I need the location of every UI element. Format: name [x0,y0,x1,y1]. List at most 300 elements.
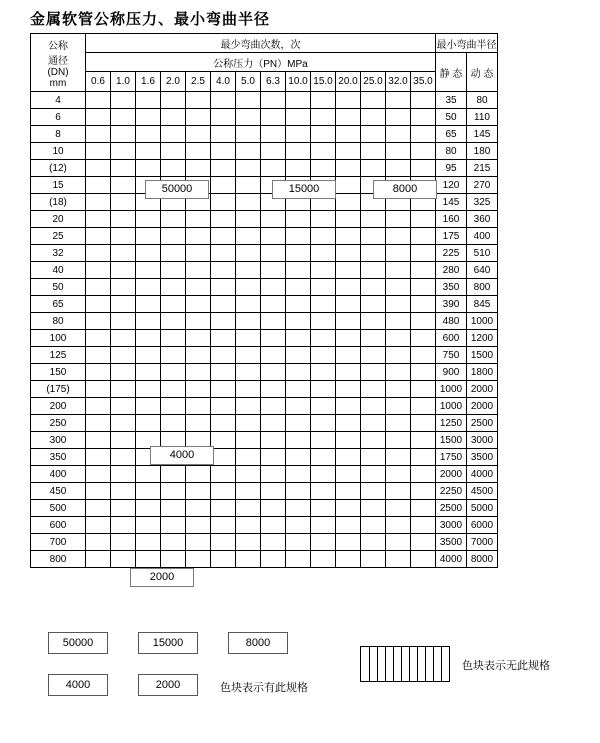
row-dn: 600 [31,517,86,534]
matrix-cell [411,92,436,109]
matrix-cell [336,381,361,398]
header-dn-line-1: 公称 [48,40,68,52]
matrix-cell [286,500,311,517]
matrix-cell [336,279,361,296]
matrix-cell [136,160,161,177]
matrix-cell [261,398,286,415]
matrix-cell [336,364,361,381]
matrix-cell [111,466,136,483]
matrix-cell [311,92,336,109]
matrix-cell [86,517,111,534]
pressure-col-header: 1.0 [111,72,136,92]
pressure-col-header: 6.3 [261,72,286,92]
legend-item-2000: 2000 [138,674,198,696]
matrix-cell [411,449,436,466]
dynamic-radius: 4500 [467,483,498,500]
matrix-cell [186,126,211,143]
matrix-cell [111,364,136,381]
table-row [31,109,498,126]
matrix-cell [286,449,311,466]
matrix-cell [261,381,286,398]
table-row [31,126,498,143]
dynamic-radius: 1000 [467,313,498,330]
dynamic-radius: 6000 [467,517,498,534]
matrix-cell [236,228,261,245]
header-dn-cell [31,34,86,92]
matrix-cell [86,160,111,177]
static-radius: 750 [436,347,467,364]
static-radius: 900 [436,364,467,381]
matrix-cell [136,143,161,160]
matrix-cell [161,398,186,415]
matrix-cell [411,296,436,313]
matrix-cell [211,381,236,398]
table-row [31,279,498,296]
row-dn: 125 [31,347,86,364]
matrix-cell [411,279,436,296]
matrix-cell [386,211,411,228]
static-radius: 225 [436,245,467,262]
table-row [31,398,498,415]
matrix-cell [311,466,336,483]
table-row [31,143,498,160]
matrix-cell [261,228,286,245]
row-dn: 6 [31,109,86,126]
header-static: 静 态 [436,53,467,92]
matrix-cell [136,313,161,330]
matrix-cell [286,92,311,109]
matrix-cell [411,517,436,534]
matrix-cell [211,347,236,364]
matrix-cell [311,483,336,500]
matrix-cell [386,228,411,245]
matrix-cell [311,398,336,415]
matrix-cell [161,313,186,330]
matrix-cell [161,160,186,177]
matrix-cell [361,364,386,381]
matrix-cell [261,483,286,500]
matrix-cell [311,534,336,551]
matrix-cell [336,177,361,194]
dynamic-radius: 270 [467,177,498,194]
table-row [31,500,498,517]
matrix-cell [161,466,186,483]
dynamic-radius: 2000 [467,381,498,398]
row-dn: 15 [31,177,86,194]
legend-item-50000: 50000 [48,632,108,654]
matrix-cell [111,296,136,313]
matrix-cell [261,415,286,432]
matrix-cell [336,466,361,483]
row-dn: 250 [31,415,86,432]
dynamic-radius: 1800 [467,364,498,381]
matrix-cell [336,517,361,534]
matrix-cell [361,347,386,364]
dynamic-radius: 640 [467,262,498,279]
static-radius: 390 [436,296,467,313]
overlay-label: 50000 [145,180,209,199]
matrix-cell [286,313,311,330]
matrix-cell [211,160,236,177]
dynamic-radius: 215 [467,160,498,177]
matrix-cell [386,415,411,432]
static-radius: 175 [436,228,467,245]
static-radius: 600 [436,330,467,347]
table-row [31,245,498,262]
table-row [31,483,498,500]
static-radius: 1000 [436,398,467,415]
matrix-cell [86,483,111,500]
dynamic-radius: 180 [467,143,498,160]
matrix-cell [111,177,136,194]
matrix-cell [336,347,361,364]
dynamic-radius: 325 [467,194,498,211]
matrix-cell [86,228,111,245]
matrix-cell [111,160,136,177]
matrix-cell [211,109,236,126]
row-dn: 10 [31,143,86,160]
matrix-cell [411,381,436,398]
matrix-cell [361,432,386,449]
matrix-cell [411,534,436,551]
matrix-cell [286,415,311,432]
row-dn: 80 [31,313,86,330]
matrix-cell [86,347,111,364]
table-row [31,534,498,551]
dynamic-radius: 2500 [467,415,498,432]
static-radius: 160 [436,211,467,228]
matrix-cell [161,228,186,245]
matrix-cell [386,449,411,466]
matrix-cell [111,109,136,126]
matrix-cell [261,296,286,313]
matrix-cell [236,466,261,483]
matrix-cell [411,262,436,279]
matrix-cell [311,245,336,262]
dynamic-radius: 510 [467,245,498,262]
matrix-cell [411,126,436,143]
table-row [31,466,498,483]
table-body [31,92,498,568]
matrix-cell [111,126,136,143]
matrix-cell [311,211,336,228]
dynamic-radius: 360 [467,211,498,228]
matrix-cell [136,347,161,364]
table-row [31,381,498,398]
matrix-cell [361,160,386,177]
matrix-cell [111,313,136,330]
table-row [31,313,498,330]
pressure-col-header: 2.5 [186,72,211,92]
row-dn: 500 [31,500,86,517]
matrix-cell [161,211,186,228]
matrix-cell [311,279,336,296]
table-row [31,364,498,381]
matrix-cell [211,262,236,279]
matrix-cell [211,398,236,415]
pressure-col-header: 4.0 [211,72,236,92]
row-dn: 32 [31,245,86,262]
matrix-cell [161,262,186,279]
matrix-cell [136,398,161,415]
matrix-cell [211,483,236,500]
row-dn: 20 [31,211,86,228]
matrix-cell [411,466,436,483]
matrix-cell [211,534,236,551]
matrix-cell [186,228,211,245]
table-row [31,296,498,313]
dynamic-radius: 145 [467,126,498,143]
matrix-cell [186,330,211,347]
matrix-cell [211,177,236,194]
matrix-cell [361,143,386,160]
matrix-cell [286,534,311,551]
matrix-cell [236,398,261,415]
matrix-cell [336,313,361,330]
matrix-cell [111,534,136,551]
matrix-cell [86,194,111,211]
matrix-cell [186,211,211,228]
matrix-cell [411,313,436,330]
static-radius: 65 [436,126,467,143]
table-row [31,228,498,245]
matrix-cell [86,466,111,483]
row-dn: (12) [31,160,86,177]
static-radius: 480 [436,313,467,330]
matrix-cell [286,483,311,500]
dynamic-radius: 800 [467,279,498,296]
static-radius: 2500 [436,500,467,517]
matrix-cell [361,398,386,415]
row-dn: 200 [31,398,86,415]
matrix-cell [86,330,111,347]
matrix-cell [111,330,136,347]
static-radius: 3000 [436,517,467,534]
matrix-cell [261,245,286,262]
row-dn: 450 [31,483,86,500]
matrix-cell [386,432,411,449]
matrix-cell [286,466,311,483]
dynamic-radius: 5000 [467,500,498,517]
static-radius: 50 [436,109,467,126]
matrix-cell [386,517,411,534]
matrix-cell [286,160,311,177]
matrix-cell [311,364,336,381]
dynamic-radius: 110 [467,109,498,126]
legend-item-8000: 8000 [228,632,288,654]
matrix-cell [86,245,111,262]
dynamic-radius: 2000 [467,398,498,415]
matrix-cell [311,517,336,534]
matrix-cell [236,500,261,517]
matrix-cell [186,398,211,415]
matrix-cell [311,143,336,160]
header-bend-times: 最少弯曲次数，次 [86,34,436,53]
matrix-cell [86,109,111,126]
matrix-cell [286,347,311,364]
table-row [31,211,498,228]
pressure-col-header: 25.0 [361,72,386,92]
matrix-cell [411,432,436,449]
matrix-cell [336,194,361,211]
pressure-col-header: 1.6 [136,72,161,92]
spec-table [30,33,498,568]
matrix-cell [236,262,261,279]
matrix-cell [286,432,311,449]
static-radius: 280 [436,262,467,279]
matrix-cell [111,245,136,262]
dynamic-radius: 1200 [467,330,498,347]
matrix-cell [361,109,386,126]
table-row [31,449,498,466]
dynamic-radius: 8000 [467,551,498,568]
matrix-cell [111,228,136,245]
matrix-cell [111,262,136,279]
matrix-cell [236,415,261,432]
legend-stripe-swatch [360,646,450,682]
matrix-cell [136,211,161,228]
matrix-cell [261,347,286,364]
matrix-cell [361,296,386,313]
matrix-cell [211,279,236,296]
matrix-cell [136,415,161,432]
matrix-cell [186,92,211,109]
matrix-cell [186,381,211,398]
matrix-cell [311,313,336,330]
matrix-cell [161,245,186,262]
dynamic-radius: 7000 [467,534,498,551]
row-dn: 350 [31,449,86,466]
matrix-cell [211,143,236,160]
static-radius: 1750 [436,449,467,466]
row-dn: 800 [31,551,86,568]
header-dn-line-2: 通径 [48,55,68,67]
matrix-cell [386,551,411,568]
matrix-cell [211,449,236,466]
matrix-cell [186,534,211,551]
matrix-cell [236,313,261,330]
matrix-cell [211,245,236,262]
matrix-cell [386,92,411,109]
table-row [31,432,498,449]
row-dn: 4 [31,92,86,109]
matrix-cell [111,551,136,568]
matrix-cell [361,126,386,143]
matrix-cell [286,381,311,398]
matrix-cell [186,466,211,483]
matrix-cell [411,228,436,245]
matrix-cell [261,449,286,466]
matrix-cell [211,432,236,449]
row-dn: 300 [31,432,86,449]
row-dn: 65 [31,296,86,313]
static-radius: 35 [436,92,467,109]
matrix-cell [136,483,161,500]
matrix-cell [236,92,261,109]
dynamic-radius: 3000 [467,432,498,449]
matrix-cell [411,143,436,160]
row-dn: 8 [31,126,86,143]
legend-note-stripe: 色块表示无此规格 [462,660,550,672]
matrix-cell [311,296,336,313]
matrix-cell [186,364,211,381]
matrix-cell [411,211,436,228]
matrix-cell [86,381,111,398]
header-min-radius: 最小弯曲半径 [436,34,498,53]
matrix-cell [136,126,161,143]
matrix-cell [336,551,361,568]
overlay-label: 2000 [130,568,194,587]
matrix-cell [111,449,136,466]
matrix-cell [236,177,261,194]
page-title: 金属软管公称压力、最小弯曲半径 [30,10,271,28]
matrix-cell [186,313,211,330]
matrix-cell [186,415,211,432]
matrix-cell [311,126,336,143]
matrix-cell [111,211,136,228]
matrix-cell [136,279,161,296]
matrix-cell [261,262,286,279]
matrix-cell [86,500,111,517]
matrix-cell [86,415,111,432]
matrix-cell [311,109,336,126]
matrix-cell [86,211,111,228]
matrix-cell [386,313,411,330]
matrix-cell [361,211,386,228]
matrix-cell [236,143,261,160]
table-row [31,347,498,364]
matrix-cell [211,517,236,534]
matrix-cell [261,109,286,126]
matrix-cell [336,109,361,126]
matrix-cell [111,194,136,211]
table-row [31,92,498,109]
matrix-cell [236,279,261,296]
matrix-cell [386,160,411,177]
matrix-cell [336,211,361,228]
matrix-cell [236,109,261,126]
matrix-cell [336,245,361,262]
matrix-cell [411,551,436,568]
matrix-cell [236,160,261,177]
matrix-cell [286,109,311,126]
matrix-cell [386,109,411,126]
matrix-cell [136,364,161,381]
matrix-cell [386,245,411,262]
matrix-cell [336,534,361,551]
matrix-cell [261,364,286,381]
matrix-cell [361,279,386,296]
matrix-cell [236,364,261,381]
matrix-cell [261,313,286,330]
matrix-cell [186,296,211,313]
static-radius: 350 [436,279,467,296]
matrix-cell [136,500,161,517]
matrix-cell [286,398,311,415]
matrix-cell [186,160,211,177]
matrix-cell [211,330,236,347]
matrix-cell [211,415,236,432]
header-pressure: 公称压力（PN）MPa [86,53,436,72]
matrix-cell [286,296,311,313]
matrix-cell [261,126,286,143]
matrix-cell [211,364,236,381]
matrix-cell [361,415,386,432]
matrix-cell [411,109,436,126]
matrix-cell [161,534,186,551]
pressure-col-header: 20.0 [336,72,361,92]
matrix-cell [386,279,411,296]
